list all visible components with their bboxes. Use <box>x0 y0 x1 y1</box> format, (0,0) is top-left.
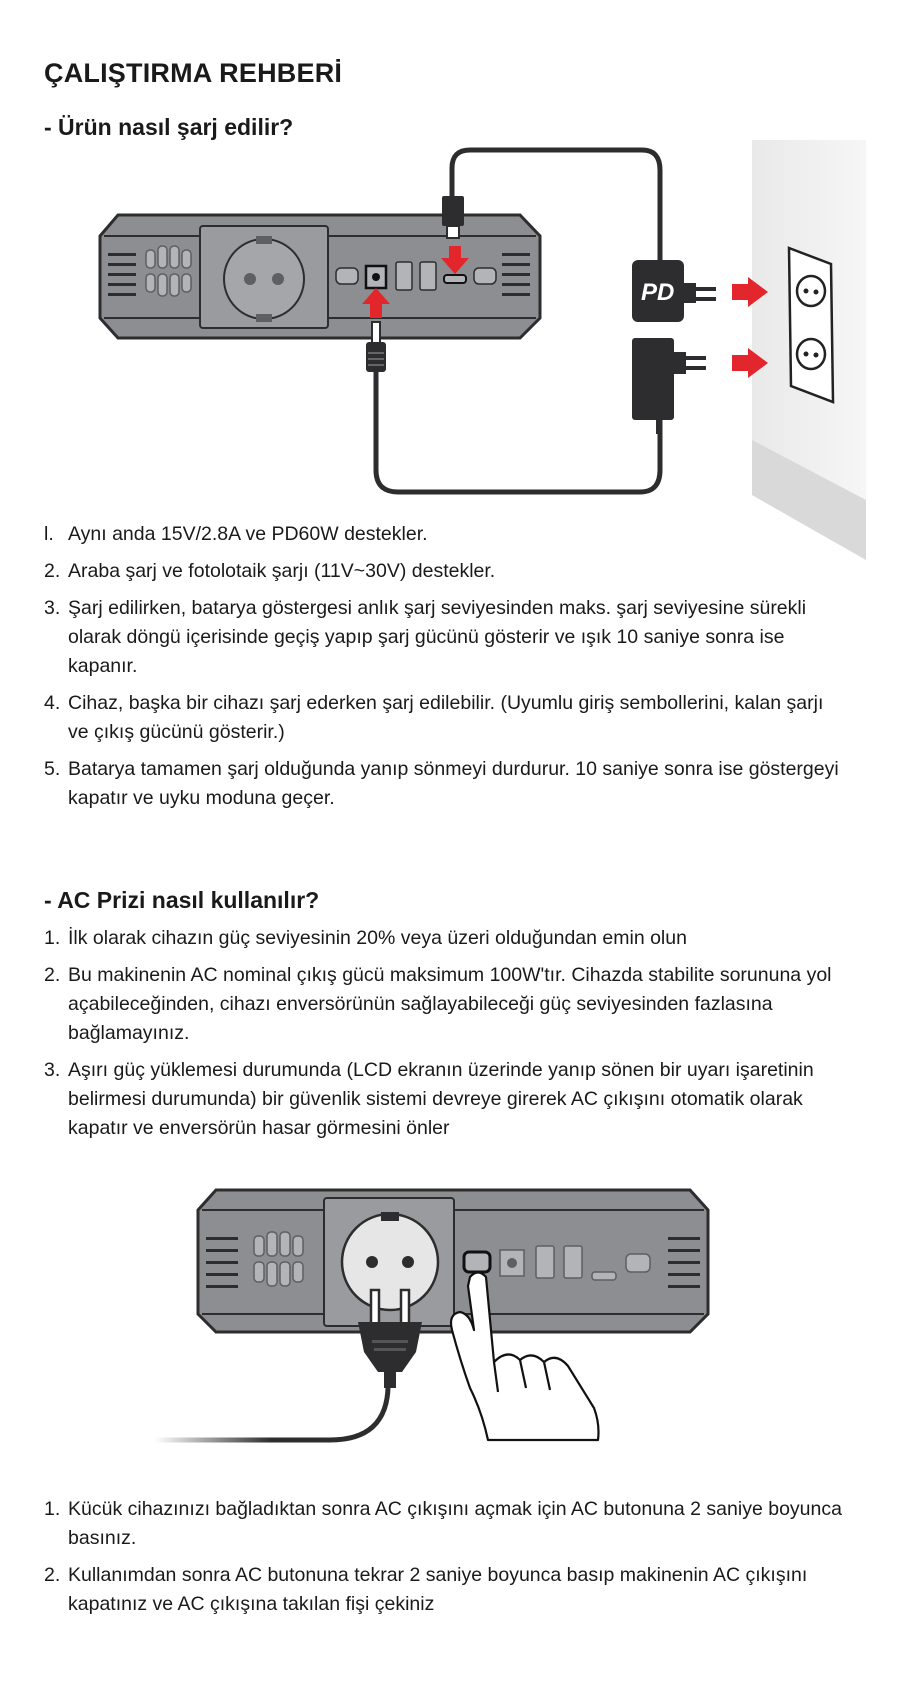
section-heading-charging: - Ürün nasıl şarj edilir? <box>44 114 294 140</box>
page-title: ÇALIŞTIRMA REHBERİ <box>44 58 343 88</box>
charging-illustration <box>0 140 900 570</box>
list-item: 2. Araba şarj ve fotolotaik şarjı (11V~30V) destekler. <box>44 560 496 582</box>
ac-illustration <box>0 1180 900 1460</box>
pd-adapter-label: PD <box>641 279 675 306</box>
list-item: 2. Kullanımdan sonra AC butonuna tekrar 2 saniye boyunca basıp makinenin AC çıkışını kapatınız ve AC çıkışına takılan fişi çekiniz <box>44 1564 808 1615</box>
list-item: 3. Aşırı güç yüklemesi durumunda (LCD ekranın üzerinde yanıp sönen bir uyarı işaretinin belirmesi durumunda) bir güvenlik sistemi devreye girerek AC çıkışını otomatik olarak kapatır ve enversörün hasar görmesini önler <box>44 1059 814 1139</box>
ac-steps-list <box>44 924 844 1151</box>
charging-steps-list <box>44 520 844 821</box>
list-item: 1. İlk olarak cihazın güç seviyesinin 20% veya üzeri olduğundan emin olun <box>44 927 687 949</box>
list-item: l. Aynı anda 15V/2.8A ve PD60W destekler. <box>44 523 428 545</box>
dc-adapter-icon <box>632 338 706 434</box>
section-heading-ac: - AC Prizi nasıl kullanılır? <box>44 887 320 913</box>
list-item: 5. Batarya tamamen şarj olduğunda yanıp sönmeyi durdurur. 10 saniye sonra ise göstergeyi kapatır ve uyku moduna geçer. <box>44 758 839 809</box>
ac-button-steps-list <box>44 1495 844 1627</box>
power-station-device <box>100 215 540 338</box>
wall-socket-icon <box>789 248 833 402</box>
list-item: 3. Şarj edilirken, batarya göstergesi anlık şarj seviyesinden maks. şarj seviyesine sürekli olarak döngü içerisinde geçiş yapıp şarj gücünü gösterir ve ışık 10 saniye sonra ise kapanır. <box>44 597 807 677</box>
cable <box>155 1388 388 1440</box>
list-item: 4. Cihaz, başka bir cihazı şarj ederken şarj edilebilir. (Uyumlu giriş sembollerini, kalan şarjı ve çıkış gücünü gösterir.) <box>44 692 824 743</box>
power-station-device <box>198 1190 708 1332</box>
list-item: 2. Bu makinenin AC nominal çıkış gücü maksimum 100W'tır. Cihazda stabilite sorununa yol açabileceğinden, cihazı enversörünün sağlayabileceği güç seviyesinden fazlasına bağlamayınız. <box>44 964 832 1044</box>
list-item: 1. Kücük cihazınızı bağladıktan sonra AC çıkışını açmak için AC butonuna 2 saniye boyunca basınız. <box>44 1498 842 1549</box>
